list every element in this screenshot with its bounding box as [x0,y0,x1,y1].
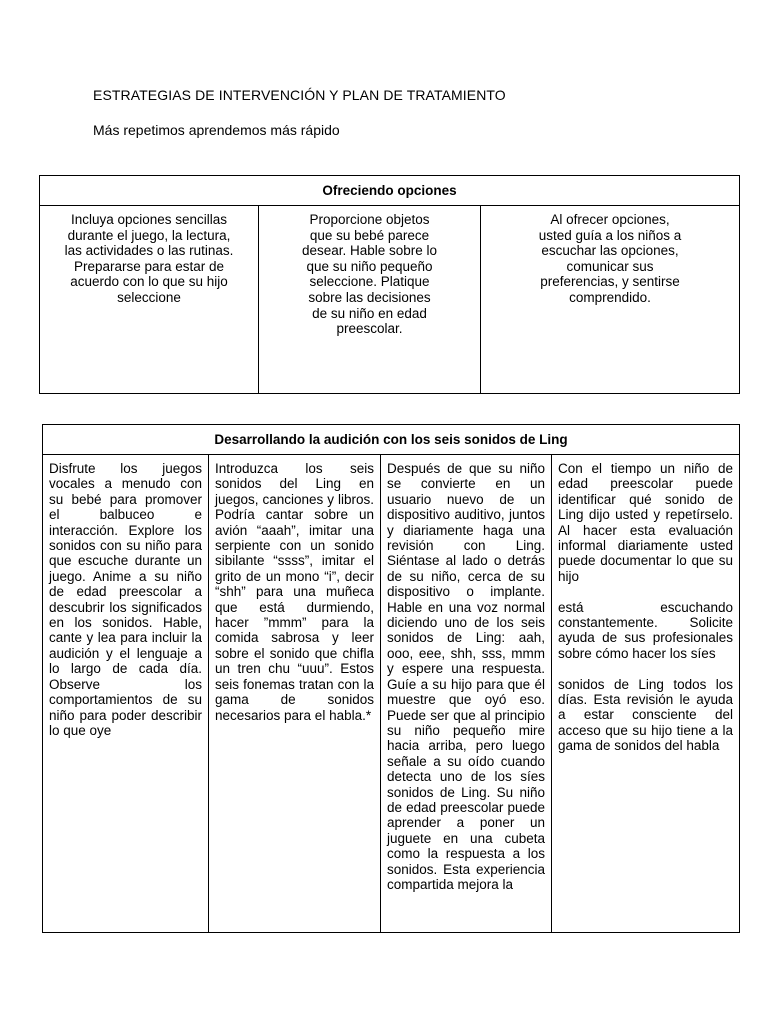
options-table-row [40,206,740,394]
document-subtitle: Más repetimos aprendemos más rápido [93,122,340,138]
ling-cell-3-text: Después de que su niño se convierte en un usuario nuevo de un dispositivo auditivo, juntos y diariamente haga una revisión con Ling. Siéntase al lado o detrás de su niño, cerca de su dispositivo o implante. Hable en una voz normal diciendo uno de los seis sonidos de Ling: aah, ooo, eee, shh, sss, mmm y espere una respuesta. Guíe a su hijo para que él muestre que oyó eso. Puede ser que al principio su niño pequeño mire hacia arriba, pero luego señale a su oído cuando detecta uno de los síes sonidos de Ling. Su niño de edad preescolar puede aprender a poner un juguete en una cubeta como la respuesta a los sonidos. Esta experiencia compartida mejora la [387,461,545,892]
ling-table-header-row [43,425,740,455]
ling-cell-1 [43,455,209,933]
ling-table-header: Desarrollando la audición con los seis sonidos de Ling [43,425,740,455]
ling-table [42,424,740,933]
ling-cell-4 [552,455,740,933]
ling-cell-2-text: Introduzca los seis sonidos del Ling en juegos, canciones y libros. Podría cantar sobre un avión “aaah”, imitar una serpiente con un sonido sibilante “ssss”, imitar el grito de un mono “i”, decir “shh” para una muñeca que está durmiendo, hacer ”mmm” para la comida sabrosa y leer sobre el sonido que chifla un tren chu “uuu”. Estos seis fonemas tratan con la gama de sonidos necesarios para el habla.* [215,461,374,723]
options-cell-1 [40,206,259,394]
ling-cell-1-text: Disfrute los juegos vocales a menudo con su bebé para promover el balbuceo e interacción. Explore los sonidos con su niño para que escuche durante un juego. Anime a su niño de edad preescolar a descubrir los significados en los sonidos. Hable, cante y lea para incluir la audición y el lenguaje a lo largo de cada día. Observe los comportamientos de su niño para poder describir lo que oye [49,461,202,738]
options-cell-1-text: Incluya opciones sencillas durante el juego, la lectura, las actividades o las rutinas. Prepararse para estar de acuerdo con lo que su hijo seleccione [64,212,234,305]
document-title: ESTRATEGIAS DE INTERVENCIÓN Y PLAN DE TRATAMIENTO [93,87,506,103]
ling-table-row [43,455,740,933]
options-table [39,175,740,394]
options-cell-2 [259,206,481,394]
ling-cell-4-paragraph-3: sonidos de Ling todos los días. Esta revisión le ayuda a estar consciente del acceso que su hijo tiene a la gama de sonidos del habla [558,676,734,754]
options-cell-3 [481,206,740,394]
options-table-header: Ofreciendo opciones [40,176,740,206]
ling-cell-4-paragraph-2: está escuchando constantemente. Solicite ayuda de sus profesionales sobre cómo hacer los síes [558,599,734,661]
ling-cell-2 [209,455,381,933]
options-table-header-row [40,176,740,206]
options-cell-3-text: Al ofrecer opciones, usted guía a los niños a escuchar las opciones, comunicar sus preferencias, y sentirse comprendido. [538,212,682,305]
ling-cell-4-paragraph-1: Con el tiempo un niño de edad preescolar puede identificar qué sonido de Ling dijo usted y repetírselo. Al hacer esta evaluación informal diariamente usted puede documentar lo que su hijo [558,461,734,584]
ling-cell-3 [381,455,552,933]
options-cell-2-text: Proporcione objetos que su bebé parece desear. Hable sobre lo que su niño pequeño seleccione. Platique sobre las decisiones de su niño en edad preescolar. [301,212,438,337]
